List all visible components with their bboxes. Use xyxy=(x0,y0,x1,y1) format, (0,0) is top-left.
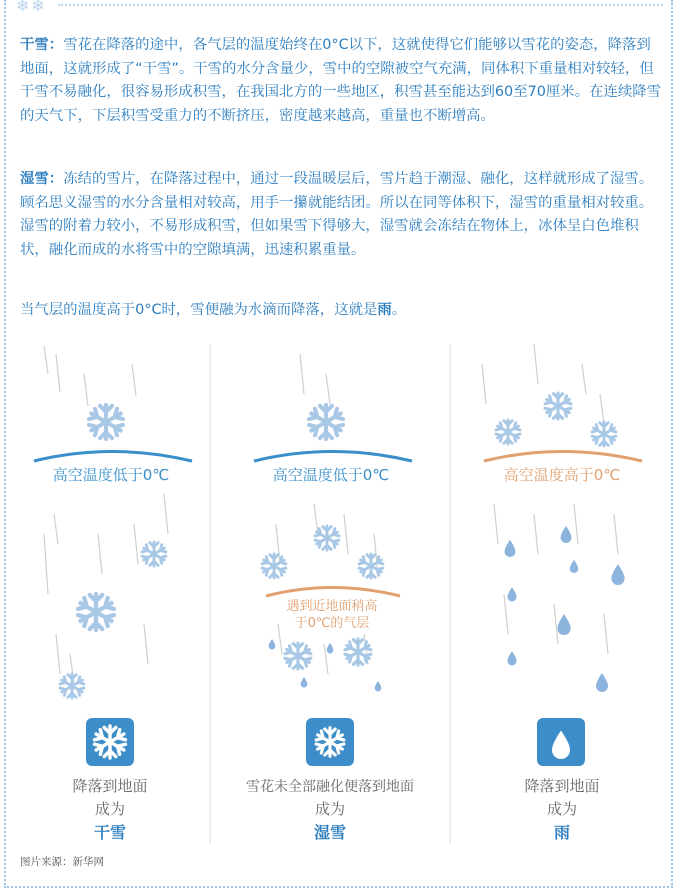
top-dotted-border xyxy=(58,4,663,6)
snowflake-deco-icon: ❄❄ xyxy=(16,0,47,15)
term-wet-snow: 湿雪： xyxy=(20,171,64,187)
result-line1-1: 降落到地面 xyxy=(72,777,148,795)
water-drop-icon xyxy=(375,681,382,691)
water-drop-icon xyxy=(508,587,517,601)
result-line1-3: 降落到地面 xyxy=(524,777,600,795)
warm-layer-arc xyxy=(484,452,642,462)
precipitation-infographic xyxy=(14,334,668,856)
layer-label-3: 高空温度高于0℃ xyxy=(503,466,621,484)
water-drop-icon xyxy=(508,651,517,665)
water-drop-icon xyxy=(570,560,578,573)
snowflake-icon xyxy=(60,674,85,698)
snowflake-icon xyxy=(142,542,167,566)
text-rain: 当气层的温度高于0°C时，雪便融为水滴而降落，这就是 xyxy=(20,302,378,318)
paragraph-rain xyxy=(20,299,664,323)
panel-dry-snow xyxy=(34,405,192,842)
panel-wet-snow xyxy=(246,405,414,842)
water-drop-icon xyxy=(327,643,334,653)
snowflake-icon xyxy=(344,639,371,665)
paragraph-wet-snow xyxy=(20,168,664,262)
water-drop-icon xyxy=(561,526,572,543)
warm-label-line1: 遇到近地面稍高 xyxy=(286,599,378,614)
snowflake-icon xyxy=(284,643,311,669)
text-rain-end: 。 xyxy=(391,302,407,318)
water-drop-icon xyxy=(596,673,608,692)
result-line2-1: 成为 xyxy=(94,800,126,818)
fall-streaks xyxy=(44,344,621,684)
text-dry-snow: 雪花在降落的途中，各气层的温度始终在0°C以下，这就使得它们能够以雪花的姿态，降落到地面，这就形成了“干雪”。干雪的水分含量少，雪中的空隙被空气充满，同体积下重量相对较轻，但干雪不易融化，很容易形成积雪，在我国北方的一些地区，积雪甚至能达到60至70厘米。在连续降雪的天气下，下层积雪受重力的不断挤压，密度越来越高，重量也不断增高。 xyxy=(20,37,662,124)
snowflake-icon xyxy=(308,405,343,439)
snowflake-icon xyxy=(496,420,521,444)
result-line1-2: 雪花未全部融化便落到地面 xyxy=(246,779,414,795)
snowflake-icon xyxy=(88,405,123,439)
term-dry-snow: 干雪： xyxy=(20,37,64,53)
water-drop-icon xyxy=(611,564,624,585)
text-wet-snow: 冻结的雪片，在降落过程中，通过一段温暖层后，雪片趋于潮湿、融化，这样就形成了湿雪。顾名思义湿雪的水分含量相对较高，用手一攥就能结团。所以在同等体积下，湿雪的重量相对较重。湿雪的附着力较小，不易形成积雪，但如果雪下得够大，湿雪就会冻结在物体上，冰体呈白色堆积状，融化而成的水将雪中的空隙填满，迅速积累重量。 xyxy=(20,171,654,258)
snowflake-icon xyxy=(77,594,114,630)
panel-rain xyxy=(484,393,642,842)
cold-layer-arc xyxy=(254,452,412,462)
result-line2-3: 成为 xyxy=(546,800,578,818)
water-drop-icon xyxy=(301,677,308,687)
snowflake-icon xyxy=(359,554,384,578)
snowflake-icon xyxy=(262,554,287,578)
layer-label-2: 高空温度低于0℃ xyxy=(272,466,390,484)
warm-layer-arc xyxy=(266,588,400,597)
result-name-1: 干雪 xyxy=(93,823,127,842)
image-source-credit: 图片来源：新华网 xyxy=(20,856,104,868)
paragraph-dry-snow xyxy=(20,34,664,128)
snowflake-icon xyxy=(592,422,617,446)
water-drop-icon xyxy=(557,614,570,635)
layer-label-1: 高空温度低于0℃ xyxy=(52,466,170,484)
snowflake-icon xyxy=(544,393,571,419)
term-rain: 雨 xyxy=(377,302,392,318)
result-name-2: 湿雪 xyxy=(313,823,347,842)
result-line2-2: 成为 xyxy=(314,800,346,818)
water-drop-icon xyxy=(269,639,276,649)
cold-layer-arc xyxy=(34,452,192,462)
warm-label-line2: 于0℃的气层 xyxy=(294,616,370,631)
snowflake-icon xyxy=(315,526,340,550)
water-drop-icon xyxy=(505,540,516,557)
result-name-3: 雨 xyxy=(553,823,571,842)
